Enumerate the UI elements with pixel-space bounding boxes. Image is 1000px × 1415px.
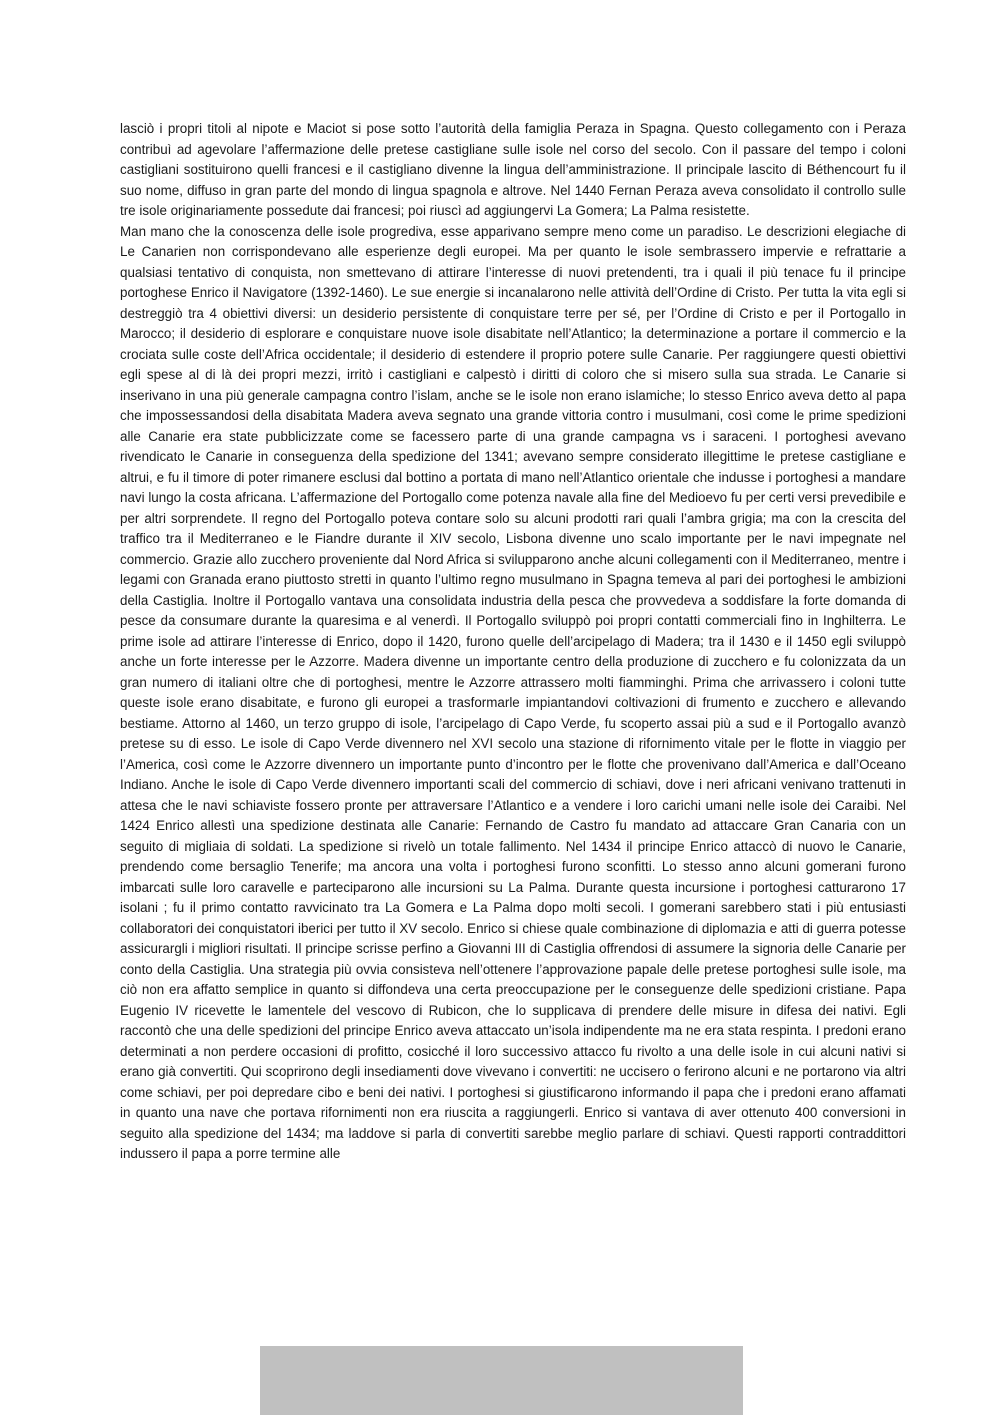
paragraph-2: Man mano che la conoscenza delle isole progrediva, esse apparivano sempre meno come un paradiso. Le descrizioni elegiache di Le Canarien non corrispondevano alle esperienze degli europei. Ma per quanto le isole sembrassero impervie e refrattarie a qualsiasi tentativo di conquista, non smettevano di attirare l’interesse di nuovi pretendenti, tra i quali il più tenace fu il principe portoghese Enrico il Navigatore (1392-1460). Le sue energie si incanalarono nelle attività dell’Ordine di Cristo. Per tutta la vita egli si destreggiò tra 4 obiettivi diversi: un desiderio persistente di conquistare terre per sé, per l’Ordine di Cristo e per il Portogallo in Marocco; il desiderio di esplorare e conquistare nuove isole disabitate nell’Atlantico; la determinazione a portare il commercio e la crociata sulle coste dell’Africa occidentale; il desiderio di estendere il proprio potere sulle Canarie. Per raggiungere questi obiettivi egli spese al di là dei propri mezzi, irritò i castigliani e calpestò i diritti di coloro che si misero sulla sua strada. Le Canarie si inserivano in una più generale campagna contro l’islam, anche se le isole non erano islamiche; lo stesso Enrico aveva detto al papa che impossessandosi della disabitata Madera aveva segnato una grande vittoria contro i musulmani, così come le prime spedizioni alle Canarie era state pubblicizzate come se facessero parte di una grande campagna vs i saraceni. I portoghesi avevano rivendicato le Canarie in conseguenza della spedizione del 1341; avevano sempre considerato illegittime le pretese castigliane e altrui, e fu il timore di poter rimanere esclusi dal bottino a portata di mano nell’Atlantico orientale che indusse i portoghesi a mandare navi lungo la costa africana. L’affermazione del Portogallo come potenza navale alla fine del Medioevo fu per certi versi prevedibile e per altri sorprendete. Il regno del Portogallo poteva contare solo su alcuni prodotti rari quali l’ambra grigia; ma con la crescita del traffico tra il Mediterraneo e le Fiandre durante il XIV secolo, Lisbona divenne uno scalo importante per le navi impegnate nel commercio. Grazie allo zucchero proveniente dal Nord Africa si svilupparono anche alcuni collegamenti con il Mediterraneo, mentre i legami con Granada erano piuttosto stretti in quanto l’ultimo regno musulmano in Spagna temeva al pari dei portoghesi le ambizioni della Castiglia. Inoltre il Portogallo vantava una consolidata industria della pesca che provvedeva a soddisfare la forte domanda di pesce da consumare durante la quaresima e al venerdì. Il Portogallo sviluppò poi propri contatti commerciali fino in Inghilterra. Le prime isole ad attirare l’interesse di Enrico, dopo il 1420, furono quelle dell’arcipelago di Madera; tra il 1430 e il 1450 egli sviluppò anche un forte interesse per le Azzorre. Madera divenne un importante centro della produzione di zucchero e fu colonizzata da un gran numero di italiani oltre che di portoghesi, mentre le Azzorre attrassero molti fiamminghi. Prima che arrivassero i coloni tutte queste isole erano disabitate, e furono gli europei a trasformarle impiantandovi coltivazioni di frumento e zucchero e allevando bestiame. Attorno al 1460, un terzo gruppo di isole, l’arcipelago di Capo Verde, fu scoperto assai più a sud e il Portogallo avanzò pretese su di esso. Le isole di Capo Verde divennero nel XVI secolo una stazione di rifornimento vitale per le flotte in viaggio per l’America, così come le Azzorre divennero un importante punto d’incontro per le flotte che provenivano dall’America e dall’Oceano Indiano. Anche le isole di Capo Verde divennero importanti scali del commercio di schiavi, dove i neri africani venivano trattenuti in attesa che le navi schiaviste fossero pronte per attraversare l’Atlantico e a vendere i loro carichi umani nelle isole dei Caraibi. Nel 1424 Enrico allestì una spedizione destinata alle Canarie: Fernando de Castro fu mandato ad attaccare Gran Canaria con un seguito di migliaia di soldati. La spedizione si rivelò un totale fallimento. Nel 1434 il principe Enrico attaccò di nuovo le Canarie, prendendo come bersaglio Tenerife; ma ancora una volta i portoghesi furono sconfitti. Lo stesso anno alcuni gomerani furono imbarcati sulle loro caravelle e parteciparono alle incursioni su La Palma. Durante questa incursione i portoghesi catturarono 17 isolani ; fu il primo contatto ravvicinato tra La Gomera e La Palma dopo molti secoli. I gomerani sarebbero stati i più entusiasti collaboratori dei conquistatori iberici per tutto il XV secolo. Enrico si chiese quale combinazione di diplomazia e atti di guerra potesse assicurargli i migliori risultati. Il principe scrisse perfino a Giovanni III di Castiglia offrendosi di assumere la signoria delle Canarie per conto della Castiglia. Una strategia più ovvia consisteva nell’ottenere l’approvazione papale delle pretese portoghesi sulle isole, ma ciò non era affatto semplice in quanto si diffondeva una certa preoccupazione per le conseguenze delle spedizioni cristiane. Papa Eugenio IV ricevette le lamentele del vescovo di Rubicon, che lo supplicava di prendere delle misure in difesa dei nativi. Egli raccontò che una delle spedizioni del principe Enrico aveva attaccato un’isola indipendente ma ne era stata respinta. I predoni erano determinati a non perdere occasioni di profitto, cosicché il loro successivo attacco fu rivolto a una delle isole in cui alcuni nativi si erano già convertiti. Qui scoprirono degli insediamenti dove vivevano i convertiti: ne uccisero o ferirono alcuni e ne portarono via altri come schiavi, per poi depredare cibo e beni dei nativi. I portoghesi si giustificarono informando il papa che i predoni erano affamati in quanto una nave che portava rifornimenti non era riuscita a raggiungerli. Enrico si vantava di aver ottenuto 400 conversioni in seguito alla spedizione del 1434; ma laddove si parla di convertiti sarebbe meglio parlare di schiavi. Questi rapporti contraddittori indussero il papa a porre termine alle [120,223,906,1161]
body-text [120,119,906,1165]
footer-bar [260,1346,743,1415]
paragraph-1: lasciò i propri titoli al nipote e Maciot si pose sotto l’autorità della famiglia Peraza in Spagna. Questo collegamento con i Peraza contribuì ad agevolare l’affermazione delle pretese castigliane sulle isole nel corso del secolo. Con il passare del tempo i coloni castigliani sostituirono quelli francesi e il castigliano divenne la lingua dell’amministrazione. Il principale lascito di Béthencourt fu il suo nome, diffuso in gran parte del mondo di lingua spagnola e altrove. Nel 1440 Fernan Peraza aveva consolidato il controllo sulle tre isole originariamente possedute dai francesi; poi riuscì ad aggiungervi La Gomera; La Palma resistette. [120,121,906,218]
